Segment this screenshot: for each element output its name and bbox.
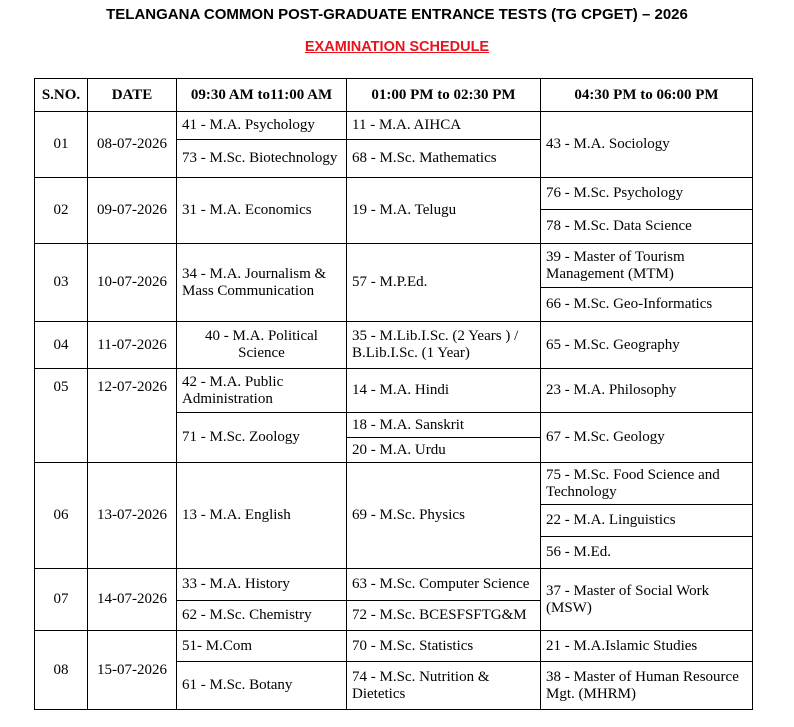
table-row	[35, 369, 753, 413]
sno-cell: 04	[35, 322, 88, 369]
exam-cell: 23 - M.A. Philosophy	[541, 369, 753, 413]
sno-cell: 02	[35, 178, 88, 244]
date-cell: 08-07-2026	[88, 112, 177, 178]
table-row	[35, 569, 753, 601]
exam-cell: 67 - M.Sc. Geology	[541, 413, 753, 463]
exam-cell: 68 - M.Sc. Mathematics	[347, 140, 541, 178]
schedule-heading: EXAMINATION SCHEDULE	[304, 39, 490, 55]
exam-cell: 39 - Master of Tourism Management (MTM)	[541, 244, 753, 288]
header-sno: S.NO.	[35, 79, 88, 112]
exam-cell: 43 - M.A. Sociology	[541, 112, 753, 178]
exam-cell: 69 - M.Sc. Physics	[347, 463, 541, 569]
exam-cell: 21 - M.A.Islamic Studies	[541, 631, 753, 662]
exam-cell: 63 - M.Sc. Computer Science	[347, 569, 541, 601]
exam-cell: 14 - M.A. Hindi	[347, 369, 541, 413]
date-cell: 14-07-2026	[88, 569, 177, 631]
exam-cell: 13 - M.A. English	[177, 463, 347, 569]
exam-cell: 73 - M.Sc. Biotechnology	[177, 140, 347, 178]
header-row	[35, 79, 753, 112]
sno-cell: 01	[35, 112, 88, 178]
exam-cell: 72 - M.Sc. BCESFSFTG&M	[347, 601, 541, 631]
table-row	[35, 244, 753, 288]
exam-cell: 35 - M.Lib.I.Sc. (2 Years ) / B.Lib.I.Sc. (1 Year)	[347, 322, 541, 369]
exam-cell: 41 - M.A. Psychology	[177, 112, 347, 140]
exam-cell: 70 - M.Sc. Statistics	[347, 631, 541, 662]
exam-cell: 74 - M.Sc. Nutrition & Dietetics	[347, 662, 541, 710]
exam-cell: 71 - M.Sc. Zoology	[177, 413, 347, 463]
table-row	[35, 112, 753, 140]
table-row	[35, 631, 753, 662]
sno-cell: 08	[35, 631, 88, 710]
date-cell: 11-07-2026	[88, 322, 177, 369]
exam-cell: 66 - M.Sc. Geo-Informatics	[541, 288, 753, 322]
date-cell: 10-07-2026	[88, 244, 177, 322]
header-slot-morning: 09:30 AM to11:00 AM	[177, 79, 347, 112]
exam-cell: 42 - M.A. Public Administration	[177, 369, 347, 413]
exam-cell: 22 - M.A. Linguistics	[541, 505, 753, 537]
exam-cell: 51- M.Com	[177, 631, 347, 662]
exam-cell: 37 - Master of Social Work (MSW)	[541, 569, 753, 631]
table-row	[35, 322, 753, 369]
date-cell: 12-07-2026	[88, 369, 177, 463]
exam-cell: 18 - M.A. Sanskrit	[347, 413, 541, 438]
sno-cell: 05	[35, 369, 88, 463]
exam-cell: 75 - M.Sc. Food Science and Technology	[541, 463, 753, 505]
exam-cell: 31 - M.A. Economics	[177, 178, 347, 244]
exam-cell: 33 - M.A. History	[177, 569, 347, 601]
sno-cell: 06	[35, 463, 88, 569]
exam-cell: 57 - M.P.Ed.	[347, 244, 541, 322]
exam-cell: 76 - M.Sc. Psychology	[541, 178, 753, 210]
date-cell: 09-07-2026	[88, 178, 177, 244]
exam-schedule-table	[34, 78, 753, 710]
date-cell: 13-07-2026	[88, 463, 177, 569]
sno-cell: 03	[35, 244, 88, 322]
exam-cell: 38 - Master of Human Resource Mgt. (MHRM)	[541, 662, 753, 710]
header-slot-afternoon: 01:00 PM to 02:30 PM	[347, 79, 541, 112]
header-date: DATE	[88, 79, 177, 112]
table-row	[35, 178, 753, 210]
exam-cell: 34 - M.A. Journalism & Mass Communication	[177, 244, 347, 322]
table-row	[35, 463, 753, 505]
exam-cell: 20 - M.A. Urdu	[347, 438, 541, 463]
document-title: TELANGANA COMMON POST-GRADUATE ENTRANCE TESTS (TG CPGET) – 2026	[106, 6, 688, 23]
exam-cell: 61 - M.Sc. Botany	[177, 662, 347, 710]
header-slot-evening: 04:30 PM to 06:00 PM	[541, 79, 753, 112]
sno-cell: 07	[35, 569, 88, 631]
exam-cell: 78 - M.Sc. Data Science	[541, 210, 753, 244]
exam-cell: 62 - M.Sc. Chemistry	[177, 601, 347, 631]
exam-cell: 40 - M.A. Political Science	[177, 322, 347, 369]
exam-cell: 11 - M.A. AIHCA	[347, 112, 541, 140]
date-cell: 15-07-2026	[88, 631, 177, 710]
exam-cell: 56 - M.Ed.	[541, 537, 753, 569]
exam-cell: 65 - M.Sc. Geography	[541, 322, 753, 369]
exam-cell: 19 - M.A. Telugu	[347, 178, 541, 244]
